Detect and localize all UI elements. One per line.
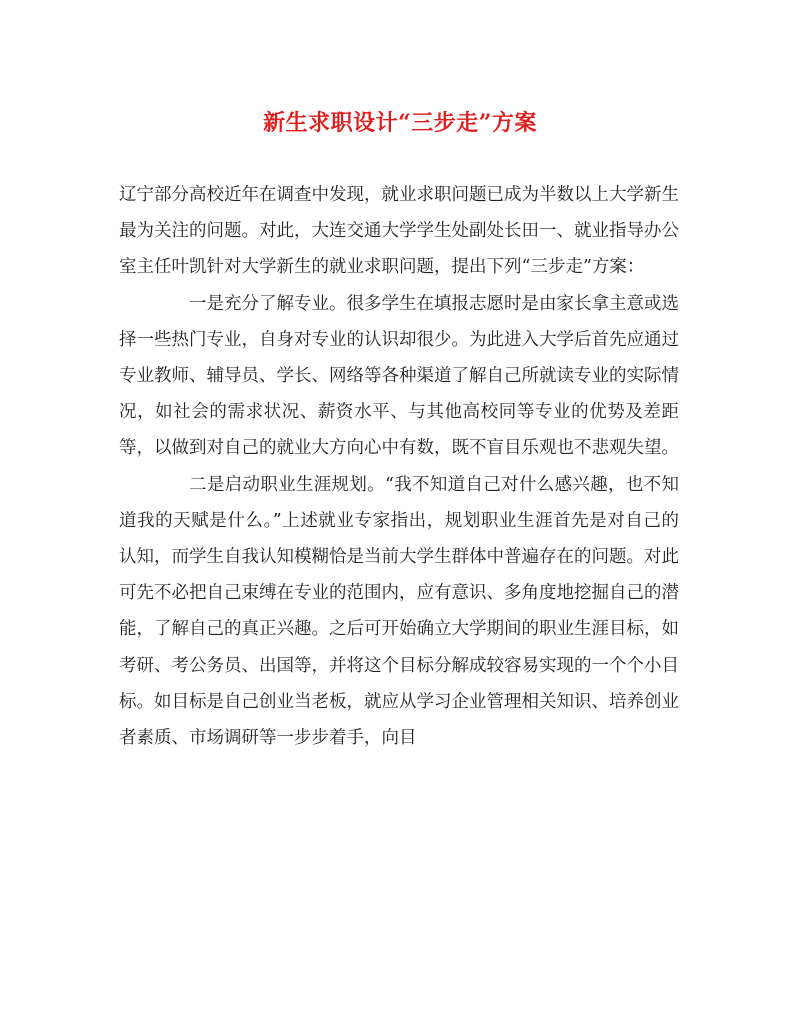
paragraph-intro: 辽宁部分高校近年在调查中发现，就业求职问题已成为半数以上大学新生最为关注的问题。对此，大连交通大学学生处副处长田一、就业指导办公室主任叶凯针对大学新生的就业求职问题，提出下列“三步走”方案：	[119, 185, 679, 278]
document-title: 新生求职设计“三步走”方案	[263, 110, 537, 136]
paragraph-step-one: 一是充分了解专业。很多学生在填报志愿时是由家长拿主意或选择一些热门专业，自身对专业的认识却很少。为此进入大学后首先应通过专业教师、辅导员、学长、网络等各种渠道了解自己所就读专业的实际情况，如社会的需求状况、薪资水平、与其他高校同等专业的优势及差距等，以做到对自己的就业大方向心中有数，既不盲目乐观也不悲观失望。	[119, 293, 679, 459]
paragraph-step-two: 二是启动职业生涯规划。“我不知道自己对什么感兴趣，也不知道我的天赋是什么。”上述就业专家指出，规划职业生涯首先是对自己的认知，而学生自我认知模糊恰是当前大学生群体中普遍存在的问题。对此可先不必把自己束缚在专业的范围内，应有意识、多角度地挖掘自己的潜能，了解自己的真正兴趣。之后可开始确立大学期间的职业生涯目标，如考研、考公务员、出国等，并将这个目标分解成较容易实现的一个个小目标。如目标是自己创业当老板，就应从学习企业管理相关知识、培养创业者素质、市场调研等一步步着手，向目	[119, 474, 679, 749]
document-body	[119, 177, 679, 756]
